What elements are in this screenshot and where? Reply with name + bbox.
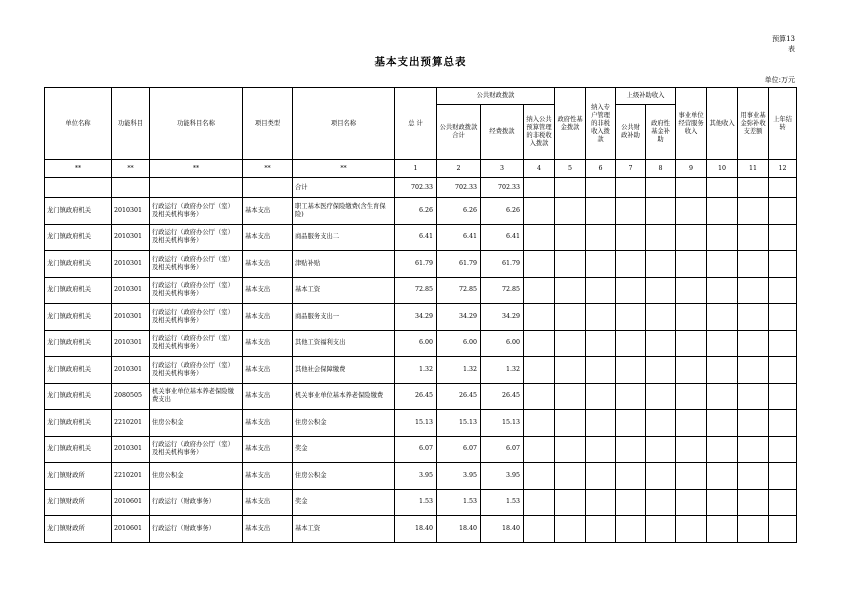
empty-cell (616, 410, 646, 437)
index-cell: ** (243, 160, 293, 178)
proj-type-cell: 基本支出 (243, 304, 293, 331)
func-code-cell: 2010301 (112, 198, 150, 225)
func-name-cell: 住房公积金 (150, 410, 243, 437)
header-nontax: 纳入公共预算管理的非税收入拨款 (524, 105, 555, 160)
empty-cell (586, 383, 616, 410)
empty-cell (646, 436, 676, 463)
index-cell: 8 (646, 160, 676, 178)
empty-cell (524, 436, 555, 463)
header-upper-fund: 政府性基金补助 (646, 105, 676, 160)
empty-cell (555, 357, 586, 384)
empty-cell (769, 330, 797, 357)
funding-cell: 61.79 (481, 251, 524, 278)
header-upper-grant: 上级补助收入 (616, 88, 676, 105)
empty-cell (555, 436, 586, 463)
empty-cell (646, 224, 676, 251)
empty-cell (646, 489, 676, 516)
proj-name-cell: 住房公积金 (293, 463, 395, 490)
index-cell: ** (150, 160, 243, 178)
empty-cell (738, 198, 769, 225)
total-cell: 1.53 (395, 489, 437, 516)
funding-cell: 6.41 (481, 224, 524, 251)
empty-cell (646, 330, 676, 357)
empty-cell (676, 178, 707, 198)
unit-name-cell: 龙门镇政府机关 (45, 251, 112, 278)
total-cell: 3.95 (395, 463, 437, 490)
empty-cell (555, 463, 586, 490)
header-special-nontax: 纳入专户管理的非税收入拨款 (586, 88, 616, 160)
proj-type-cell: 基本支出 (243, 224, 293, 251)
table-number-line2: 表 (788, 45, 795, 53)
func-code-cell: 2080505 (112, 383, 150, 410)
empty-cell (707, 516, 738, 543)
proj-type-cell: 基本支出 (243, 357, 293, 384)
empty-cell (524, 516, 555, 543)
empty-cell (586, 410, 616, 437)
table-row (45, 463, 797, 490)
empty-cell (555, 224, 586, 251)
empty-cell (676, 277, 707, 304)
empty-cell (555, 383, 586, 410)
table-row (45, 277, 797, 304)
empty-cell (676, 198, 707, 225)
func-name-cell: 行政运行（政府办公厅（室）及相关机构事务） (150, 198, 243, 225)
empty-cell (586, 489, 616, 516)
index-cell: 2 (437, 160, 481, 178)
index-cell: ** (293, 160, 395, 178)
empty-cell (738, 410, 769, 437)
empty-cell (616, 198, 646, 225)
index-cell: 5 (555, 160, 586, 178)
func-name-cell: 行政运行（政府办公厅（室）及相关机构事务） (150, 436, 243, 463)
empty-cell (586, 436, 616, 463)
empty-cell (586, 178, 616, 198)
header-other-income: 其他收入 (707, 88, 738, 160)
empty-cell (112, 178, 150, 198)
empty-cell (646, 277, 676, 304)
proj-name-cell: 商品服务支出一 (293, 304, 395, 331)
empty-cell (769, 224, 797, 251)
empty-cell (707, 178, 738, 198)
unit-name-cell: 龙门镇政府机关 (45, 410, 112, 437)
total-cell: 6.26 (395, 198, 437, 225)
empty-cell (555, 410, 586, 437)
empty-cell (676, 224, 707, 251)
total-row (45, 178, 797, 198)
funding-cell: 3.95 (481, 463, 524, 490)
empty-cell (45, 178, 112, 198)
unit-name-cell: 龙门镇财政所 (45, 516, 112, 543)
index-cell: 3 (481, 160, 524, 178)
empty-cell (769, 383, 797, 410)
empty-cell (676, 436, 707, 463)
proj-name-cell: 其他社会保障缴费 (293, 357, 395, 384)
unit-label: 单位:万元 (764, 76, 795, 84)
empty-cell (676, 410, 707, 437)
empty-cell (646, 463, 676, 490)
pf-total-cell: 6.07 (437, 436, 481, 463)
pf-total-cell: 1.32 (437, 357, 481, 384)
table-row (45, 224, 797, 251)
func-name-cell: 行政运行（政府办公厅（室）及相关机构事务） (150, 330, 243, 357)
header-proj-name: 项目名称 (293, 88, 395, 160)
index-row (45, 160, 797, 178)
table-row (45, 436, 797, 463)
func-name-cell: 行政运行（政府办公厅（室）及相关机构事务） (150, 277, 243, 304)
proj-type-cell: 基本支出 (243, 383, 293, 410)
empty-cell (646, 383, 676, 410)
unit-name-cell: 龙门镇政府机关 (45, 383, 112, 410)
pf-total-cell: 15.13 (437, 410, 481, 437)
proj-name-cell: 其他工资福利支出 (293, 330, 395, 357)
funding-cell: 26.45 (481, 383, 524, 410)
empty-cell (738, 383, 769, 410)
empty-cell (586, 357, 616, 384)
empty-cell (738, 277, 769, 304)
table-header (45, 88, 797, 160)
total-cell: 34.29 (395, 304, 437, 331)
header-reserve: 用事业基金弥补收支差额 (738, 88, 769, 160)
func-code-cell: 2210201 (112, 410, 150, 437)
index-cell: 4 (524, 160, 555, 178)
empty-cell (769, 410, 797, 437)
empty-cell (676, 251, 707, 278)
empty-cell (524, 178, 555, 198)
func-name-cell: 行政运行（政府办公厅（室）及相关机构事务） (150, 357, 243, 384)
unit-name-cell: 龙门镇政府机关 (45, 198, 112, 225)
empty-cell (555, 304, 586, 331)
index-cell: 9 (676, 160, 707, 178)
total-cell: 6.00 (395, 330, 437, 357)
func-code-cell: 2010601 (112, 489, 150, 516)
func-name-cell: 住房公积金 (150, 463, 243, 490)
func-code-cell: 2010301 (112, 436, 150, 463)
total-cell: 26.45 (395, 383, 437, 410)
empty-cell (676, 383, 707, 410)
empty-cell (707, 463, 738, 490)
empty-cell (769, 436, 797, 463)
empty-cell (676, 330, 707, 357)
empty-cell (646, 410, 676, 437)
empty-cell (616, 277, 646, 304)
empty-cell (646, 516, 676, 543)
proj-name-cell: 住房公积金 (293, 410, 395, 437)
func-code-cell: 2010301 (112, 277, 150, 304)
proj-name-cell: 基本工资 (293, 277, 395, 304)
empty-cell (616, 330, 646, 357)
empty-cell (616, 489, 646, 516)
empty-cell (738, 251, 769, 278)
unit-name-cell: 龙门镇政府机关 (45, 304, 112, 331)
empty-cell (676, 304, 707, 331)
func-code-cell: 2010601 (112, 516, 150, 543)
unit-name-cell: 龙门镇财政所 (45, 463, 112, 490)
empty-cell (738, 463, 769, 490)
empty-cell (769, 463, 797, 490)
func-name-cell: 机关事业单位基本养老保险缴费支出 (150, 383, 243, 410)
total-funding: 702.33 (481, 178, 524, 198)
index-cell: ** (45, 160, 112, 178)
index-cell: 11 (738, 160, 769, 178)
total-cell: 6.41 (395, 224, 437, 251)
empty-cell (586, 198, 616, 225)
header-gov-fund: 政府性基金拨款 (555, 88, 586, 160)
proj-type-cell: 基本支出 (243, 489, 293, 516)
proj-name-cell: 津贴补贴 (293, 251, 395, 278)
total-label: 合计 (293, 178, 395, 198)
index-cell: ** (112, 160, 150, 178)
empty-cell (646, 178, 676, 198)
empty-cell (555, 251, 586, 278)
func-code-cell: 2010301 (112, 330, 150, 357)
empty-cell (586, 516, 616, 543)
empty-cell (769, 357, 797, 384)
unit-name-cell: 龙门镇政府机关 (45, 357, 112, 384)
table-row (45, 304, 797, 331)
empty-cell (524, 330, 555, 357)
empty-cell (586, 224, 616, 251)
empty-cell (769, 304, 797, 331)
empty-cell (738, 489, 769, 516)
unit-name-cell: 龙门镇财政所 (45, 489, 112, 516)
empty-cell (586, 330, 616, 357)
pf-total-cell: 72.85 (437, 277, 481, 304)
empty-cell (586, 463, 616, 490)
empty-cell (586, 277, 616, 304)
table-row (45, 383, 797, 410)
funding-cell: 15.13 (481, 410, 524, 437)
header-public-finance-total: 公共财政拨款合计 (437, 105, 481, 160)
funding-cell: 72.85 (481, 277, 524, 304)
header-proj-type: 项目类型 (243, 88, 293, 160)
empty-cell (150, 178, 243, 198)
total-total: 702.33 (395, 178, 437, 198)
empty-cell (676, 357, 707, 384)
empty-cell (676, 489, 707, 516)
table-row (45, 357, 797, 384)
index-cell: 6 (586, 160, 616, 178)
unit-name-cell: 龙门镇政府机关 (45, 436, 112, 463)
empty-cell (555, 489, 586, 516)
funding-cell: 34.29 (481, 304, 524, 331)
empty-cell (524, 304, 555, 331)
index-cell: 10 (707, 160, 738, 178)
empty-cell (524, 489, 555, 516)
table-row (45, 410, 797, 437)
empty-cell (769, 178, 797, 198)
funding-cell: 1.32 (481, 357, 524, 384)
func-name-cell: 行政运行（政府办公厅（室）及相关机构事务） (150, 304, 243, 331)
empty-cell (586, 251, 616, 278)
total-cell: 61.79 (395, 251, 437, 278)
pf-total-cell: 34.29 (437, 304, 481, 331)
pf-total-cell: 6.26 (437, 198, 481, 225)
total-cell: 6.07 (395, 436, 437, 463)
table-body (45, 160, 797, 543)
table-row (45, 330, 797, 357)
pf-total-cell: 3.95 (437, 463, 481, 490)
empty-cell (707, 330, 738, 357)
empty-cell (646, 304, 676, 331)
funding-cell: 6.00 (481, 330, 524, 357)
proj-name-cell: 商品服务支出二 (293, 224, 395, 251)
empty-cell (769, 198, 797, 225)
func-code-cell: 2010301 (112, 304, 150, 331)
index-cell: 1 (395, 160, 437, 178)
table-row (45, 198, 797, 225)
empty-cell (707, 277, 738, 304)
table-number-line1: 预算13 (772, 35, 795, 43)
func-name-cell: 行政运行（政府办公厅（室）及相关机构事务） (150, 224, 243, 251)
proj-type-cell: 基本支出 (243, 330, 293, 357)
empty-cell (616, 516, 646, 543)
empty-cell (738, 516, 769, 543)
funding-cell: 6.26 (481, 198, 524, 225)
proj-name-cell: 奖金 (293, 436, 395, 463)
empty-cell (616, 251, 646, 278)
empty-cell (555, 516, 586, 543)
proj-type-cell: 基本支出 (243, 463, 293, 490)
empty-cell (524, 251, 555, 278)
proj-type-cell: 基本支出 (243, 516, 293, 543)
empty-cell (616, 357, 646, 384)
empty-cell (646, 251, 676, 278)
empty-cell (616, 383, 646, 410)
page-title: 基本支出预算总表 (374, 56, 467, 68)
empty-cell (616, 224, 646, 251)
proj-type-cell: 基本支出 (243, 436, 293, 463)
header-biz-income: 事业单位经营服务收入 (676, 88, 707, 160)
empty-cell (616, 178, 646, 198)
table-number (772, 34, 795, 54)
func-code-cell: 2010301 (112, 357, 150, 384)
empty-cell (738, 224, 769, 251)
header-unit-name: 单位名称 (45, 88, 112, 160)
empty-cell (524, 383, 555, 410)
empty-cell (524, 410, 555, 437)
func-code-cell: 2210201 (112, 463, 150, 490)
empty-cell (769, 277, 797, 304)
empty-cell (738, 330, 769, 357)
total-pf-total: 702.33 (437, 178, 481, 198)
proj-name-cell: 职工基本医疗保险缴费(含生育保险) (293, 198, 395, 225)
empty-cell (738, 304, 769, 331)
pf-total-cell: 18.40 (437, 516, 481, 543)
unit-name-cell: 龙门镇政府机关 (45, 224, 112, 251)
func-code-cell: 2010301 (112, 251, 150, 278)
table-row (45, 251, 797, 278)
empty-cell (676, 516, 707, 543)
pf-total-cell: 1.53 (437, 489, 481, 516)
proj-type-cell: 基本支出 (243, 277, 293, 304)
empty-cell (738, 357, 769, 384)
total-cell: 1.32 (395, 357, 437, 384)
empty-cell (524, 357, 555, 384)
empty-cell (707, 251, 738, 278)
empty-cell (586, 304, 616, 331)
total-cell: 15.13 (395, 410, 437, 437)
empty-cell (769, 251, 797, 278)
func-name-cell: 行政运行（政府办公厅（室）及相关机构事务） (150, 251, 243, 278)
empty-cell (524, 277, 555, 304)
empty-cell (707, 410, 738, 437)
pf-total-cell: 6.41 (437, 224, 481, 251)
empty-cell (243, 178, 293, 198)
proj-name-cell: 基本工资 (293, 516, 395, 543)
pf-total-cell: 6.00 (437, 330, 481, 357)
empty-cell (646, 357, 676, 384)
empty-cell (646, 198, 676, 225)
budget-table (44, 87, 797, 543)
header-func-name: 功能科目名称 (150, 88, 243, 160)
func-name-cell: 行政运行（财政事务） (150, 516, 243, 543)
empty-cell (707, 198, 738, 225)
empty-cell (524, 463, 555, 490)
header-carryover: 上年结转 (769, 88, 797, 160)
empty-cell (707, 304, 738, 331)
empty-cell (555, 330, 586, 357)
unit-name-cell: 龙门镇政府机关 (45, 330, 112, 357)
index-cell: 7 (616, 160, 646, 178)
funding-cell: 6.07 (481, 436, 524, 463)
table-row (45, 489, 797, 516)
table-row (45, 516, 797, 543)
empty-cell (707, 489, 738, 516)
empty-cell (707, 383, 738, 410)
func-name-cell: 行政运行（财政事务） (150, 489, 243, 516)
header-public-finance: 公共财政拨款 (437, 88, 555, 105)
empty-cell (707, 357, 738, 384)
header-total: 总 计 (395, 88, 437, 160)
empty-cell (676, 463, 707, 490)
empty-cell (616, 436, 646, 463)
funding-cell: 18.40 (481, 516, 524, 543)
empty-cell (555, 178, 586, 198)
proj-type-cell: 基本支出 (243, 198, 293, 225)
empty-cell (555, 277, 586, 304)
proj-type-cell: 基本支出 (243, 251, 293, 278)
header-upper-public: 公共财政补助 (616, 105, 646, 160)
empty-cell (524, 198, 555, 225)
empty-cell (738, 436, 769, 463)
proj-type-cell: 基本支出 (243, 410, 293, 437)
funding-cell: 1.53 (481, 489, 524, 516)
proj-name-cell: 奖金 (293, 489, 395, 516)
index-cell: 12 (769, 160, 797, 178)
empty-cell (769, 516, 797, 543)
header-func-code: 功能科目 (112, 88, 150, 160)
empty-cell (555, 198, 586, 225)
unit-name-cell: 龙门镇政府机关 (45, 277, 112, 304)
empty-cell (616, 463, 646, 490)
header-funding: 经费拨款 (481, 105, 524, 160)
empty-cell (524, 224, 555, 251)
empty-cell (738, 178, 769, 198)
proj-name-cell: 机关事业单位基本养老保险缴费 (293, 383, 395, 410)
empty-cell (769, 489, 797, 516)
pf-total-cell: 61.79 (437, 251, 481, 278)
pf-total-cell: 26.45 (437, 383, 481, 410)
empty-cell (707, 436, 738, 463)
empty-cell (616, 304, 646, 331)
func-code-cell: 2010301 (112, 224, 150, 251)
total-cell: 18.40 (395, 516, 437, 543)
empty-cell (707, 224, 738, 251)
total-cell: 72.85 (395, 277, 437, 304)
